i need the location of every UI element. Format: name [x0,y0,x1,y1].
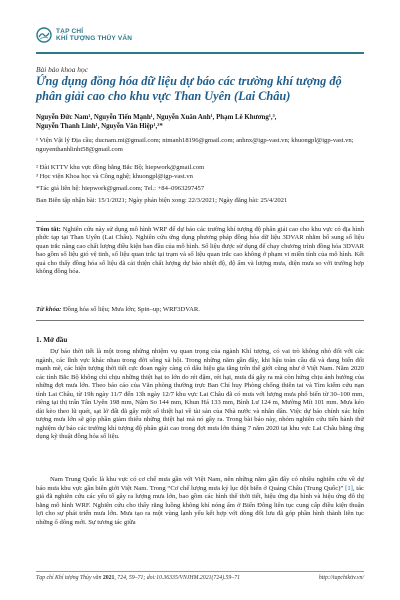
submission-dates: Ban Biên tập nhận bài: 15/1/2021; Ngày phản biện xong: 22/3/2021; Ngày đăng bài: 25/4/2021 [36,197,288,204]
header-divider [36,52,364,54]
author-line-1: Nguyễn Đức Nam¹, Nguyễn Tiến Mạnh¹, Nguyễn Xuân Anh¹, Phạm Lê Khương¹,³, [36,114,277,121]
affiliation-1: ¹ Viện Vật lý Địa cầu; ducnam.mi@gmail.com; ntmanh18196@gmail.com; anhnx@igp-vast.vn; khuongpl@igp-vast.vn; nguyenthanhlinht58@gmail.com [36,137,354,153]
abstract-label: Tóm tắt: [36,226,61,233]
article-type: Bài báo khoa học [36,65,88,74]
footer-journal: Tạp chí Khí tượng Thủy văn [36,575,102,581]
keywords-label: Từ khóa: [36,306,62,313]
footer-year: 2021 [102,575,115,581]
author-line-2: Nguyễn Thanh Linh¹, Nguyễn Văn Hiệp¹,²* [36,123,163,131]
author-list [36,113,364,132]
page-footer [36,575,364,581]
journal-logo-icon [36,27,52,43]
keywords-text: Đồng hóa số liệu; Mưa lớn; Spin–up; WRF3DVAR. [61,306,200,313]
logo-line-1: TẠP CHÍ [56,28,84,35]
corresponding-author: *Tác giả liên hệ: hiepwork@gmail.com; Tel.: +84–0963297457 [36,185,205,192]
paragraph-2-text-a: Nam Trung Quốc là khu vực có cơ chế mưa gần với Việt Nam, nên những năm gần đây có nhiều nghiên cứu về dự báo mưa khu vực gần biên giới Việt Nam. Trong “Cơ chế lượng mưa kỷ lục đột biến ở Quảng Châu (Trung Quốc)” [36,476,364,492]
abstract-bottom-divider [36,320,364,321]
section-heading: 1. Mở đầu [36,336,68,344]
paragraph-2-text-b: , tác giả đã nghiên cứu các yếu tố gây ra lượng mưa lớn, bao gồm các hình thế thời tiết, hiệu ứng địa hình và hiệu ứng đô thị bằng mô hình WRF. Nghiên cứu cho thấy rằng luồng không khí nóng ẩm ở Biển Đông liên tục cung cấp điều kiện thuận lợi cho sự phát triển mưa lớn. Mưa tạo ra một vùng lạnh yếu kết hợp với dòng đối lưu đã góp phần hình thành liên tục những ổ dông mới. Sự tương tác giữa [36,484,364,526]
paragraph-2 [36,476,364,527]
footer-citation: , 724, 59–71; doi:10.36335/VNJHM.2021(724).59–71 [114,575,240,581]
article-title: Ứng dụng đồng hóa dữ liệu dự báo các trường khí tượng độ phân giải cao cho khu vực Than Uyên (Lai Châu) [36,74,342,103]
footer-url[interactable]: http://tapchikttv.vn/ [318,575,364,581]
abstract [36,226,364,277]
paragraph-1: Dự báo thời tiết là một trong những nhiệm vụ quan trọng của ngành Khí tượng, có vai trò không nhỏ đối với các ngành, các lĩnh vực khác nhau trong đời sống xã hội. Trong những năm gần đây, khi hậu toàn cầu đã và đang biến đổi mạnh mẽ, các hiện tượng thời tiết cực đoan ngày càng có dấu hiệu gia tăng trên thế giới cũng như ở Việt Nam. Năm 2020 các tỉnh Bắc Bộ không chỉ chịu những thiệt hại to lớn do rét đậm, rét hại, mưa đá gây ra mà còn hứng chịu ảnh hưởng của những đợt mưa lớn. Theo báo cáo của Văn phòng thường trực Ban Chỉ huy Phòng chống thiên tai và Tìm kiếm cứu nạn tỉnh Lai Châu, từ 19h ngày 11/7 đến 13h ngày 12/7 khu vực Lai Châu đã có mưa với lượng mưa phổ biến từ 30–100 mm, riêng tại thị trấn Tân Uyên 198 mm, Nậm So 144 mm, Khun Há 133 mm, Bình Lư 124 m, Mường Mít 101 mm. Mưa kéo dài kèo theo lũ quét, sạt lở đất đã gây một số thiệt hại về tài sản của Nhà nước và nhân dân. Việc dự báo chính xác hiện tượng mưa lớn sẽ góp phần giảm thiểu những thiệt hại mà nó gây ra. Trong bài báo này, nhóm nghiên cứu tiến hành thử nghiệm dự báo các trường khí tượng độ phân giải cao trong đợt mưa lớn tháng 7 năm 2020 tại khu vực Lai Châu bằng ứng dụng kỹ thuật đồng hóa số liệu. [36,348,364,440]
journal-header [36,22,364,48]
citation-link[interactable]: [1] [345,484,353,492]
keywords [36,306,364,313]
journal-logo[interactable] [36,27,132,43]
affiliation-3: ³ Học viện Khoa học và Công nghệ; khuongpl@igp-vast.vn [36,173,193,180]
logo-line-2: KHÍ TƯỢNG THỦY VĂN [56,35,133,42]
abstract-top-divider [36,221,364,222]
affiliation-2: ² Đài KTTV khu vực đồng bằng Bắc Bộ; hiepwork@gmail.com [36,164,205,171]
footer-divider [36,571,364,572]
abstract-text: Nghiên cứu này sử dụng mô hình WRF để dự báo các trường khí tượng độ phân giải cao cho khu vực có địa hình phức tạp tại Than Uyên (Lai Châu). Nghiên cứu ứng dụng phương pháp đồng hóa dữ liệu 3DVAR nhằm bổ sung số liệu quan trắc nâng cao chất lượng điều kiện ban đầu của mô hình. Số liệu được sử dụng để chạy chương trình đồng hóa 3DVAR bao gồm số liệu gió vệ tinh, số liệu quan trắc tại trạm và số liệu quan trắc cao không ở phạm vi miền tính của mô hình. Kết quả cho thấy đồng hóa số liệu đã cải thiện chất lượng dự báo nhiệt độ, độ ẩm và lượng mưa, diện mưa so với trường hợp không đồng hóa. [36,226,364,276]
